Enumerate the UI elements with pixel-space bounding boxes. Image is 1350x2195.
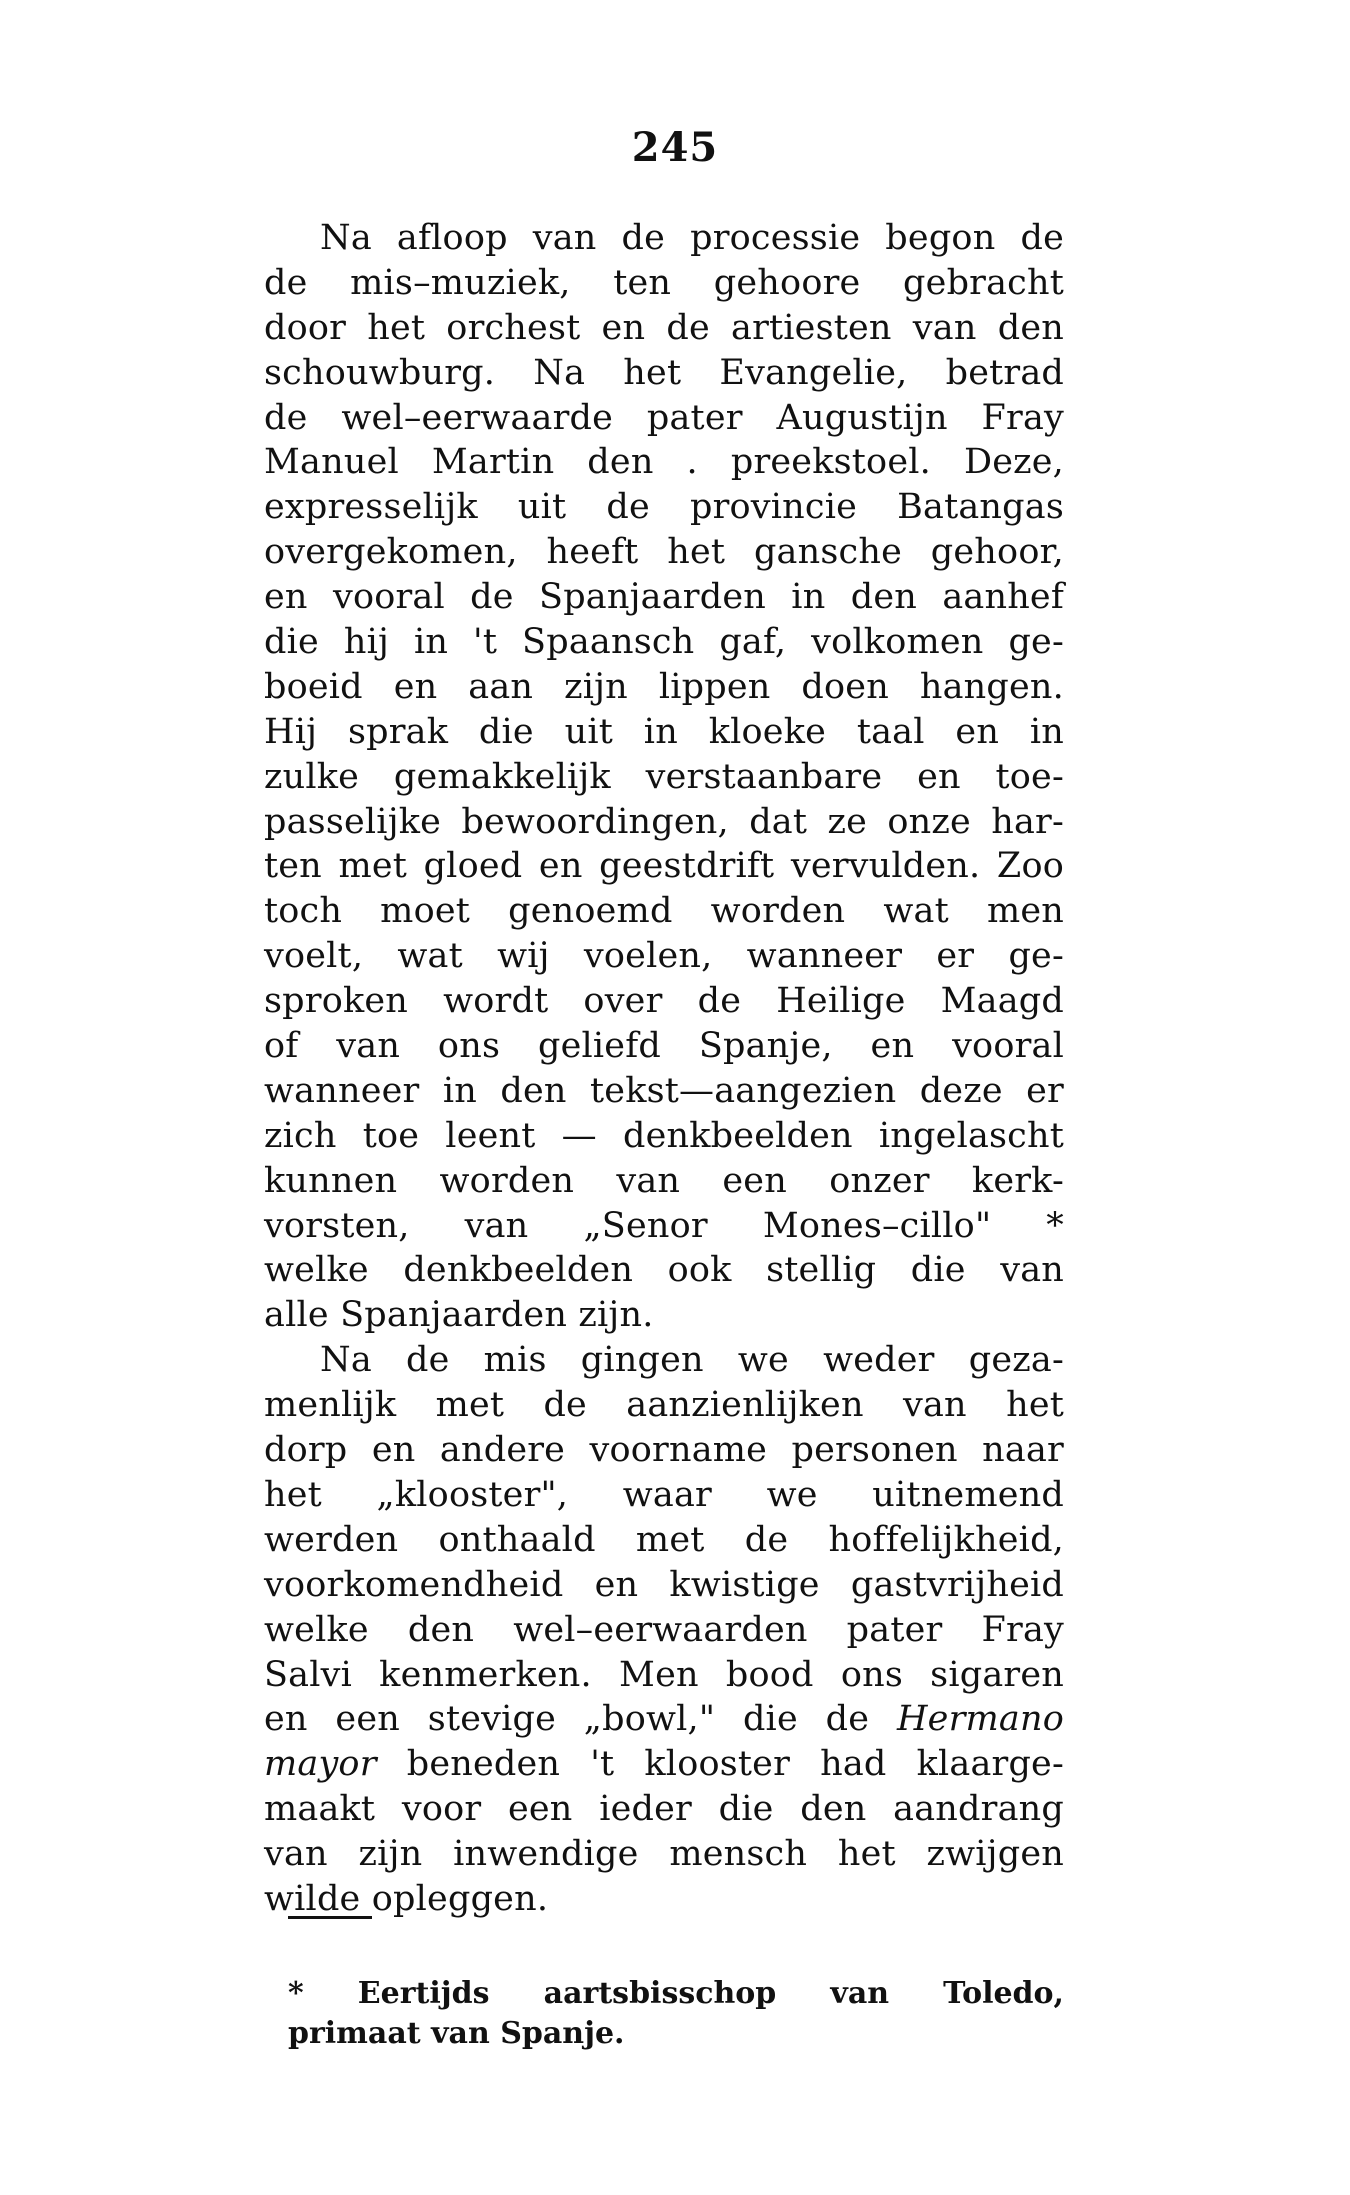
text-line: sproken wordt over de Heilige Maagd — [264, 981, 1064, 1022]
text-line: door het orchest en de artiesten van den — [264, 307, 1064, 348]
text-line: menlijk met de aanzienlijken van het — [264, 1385, 1064, 1426]
footnote-line: primaat van Spanje. — [288, 2016, 625, 2051]
text-line: wilde opleggen. — [264, 1878, 549, 1919]
text-line: boeid en aan zijn lippen doen hangen. — [264, 666, 1064, 707]
text-line: dorp en andere voorname personen naar — [264, 1430, 1064, 1471]
text-line: Hij sprak die uit in kloeke taal en in — [264, 711, 1064, 752]
text-line: zulke gemakkelijk verstaanbare en toe- — [264, 756, 1064, 797]
text-line: welke den wel–eerwaarden pater Fray — [264, 1609, 1064, 1650]
body-text — [264, 216, 1064, 1922]
text-line: wanneer in den tekst—aangezien deze er — [264, 1070, 1064, 1111]
footnote — [288, 1974, 1064, 2054]
footnote-separator — [288, 1916, 372, 1919]
text-line: maakt voor een ieder die den aandrang — [264, 1789, 1064, 1830]
italic-term: mayor — [264, 1744, 377, 1785]
text-line: schouwburg. Na het Evangelie, betrad — [264, 352, 1064, 393]
text-line — [264, 1697, 1064, 1742]
text-line: en vooral de Spanjaarden in den aanhef — [264, 577, 1064, 618]
text-line: Salvi kenmerken. Men bood ons sigaren — [264, 1654, 1064, 1695]
text-line: voelt, wat wij voelen, wanneer er ge- — [264, 936, 1064, 977]
text-line: overgekomen, heeft het gansche gehoor, — [264, 532, 1064, 573]
italic-term: Hermano — [896, 1699, 1064, 1740]
text-line: die hij in 't Spaansch gaf, volkomen ge- — [264, 622, 1064, 663]
footnote-line: * Eertijds aartsbisschop van Toledo, — [288, 1976, 1064, 2011]
text-line: of van ons geliefd Spanje, en vooral — [264, 1026, 1064, 1067]
text-line: kunnen worden van een onzer kerk- — [264, 1160, 1064, 1201]
text-line: de mis–muziek, ten gehoore gebracht — [264, 262, 1064, 303]
text-line: Manuel Martin den . preekstoel. Deze, — [264, 442, 1064, 483]
text-line: welke denkbeelden ook stellig die van — [264, 1250, 1064, 1291]
text-line: toch moet genoemd worden wat men — [264, 891, 1064, 932]
text-line: werden onthaald met de hoffelijkheid, — [264, 1519, 1064, 1560]
text-line: expresselijk uit de provincie Batangas — [264, 487, 1064, 528]
text-line: vorsten, van „Senor Mones–cillo" * — [264, 1205, 1064, 1246]
text-line: alle Spanjaarden zijn. — [264, 1295, 654, 1336]
text-line: passelijke bewoordingen, dat ze onze har- — [264, 801, 1064, 842]
text-line: van zijn inwendige mensch het zwijgen — [264, 1834, 1064, 1875]
page-number: 245 — [631, 124, 719, 171]
text-fragment: beneden 't klooster had klaarge- — [376, 1744, 1064, 1785]
text-line: Na de mis gingen we weder geza- — [320, 1340, 1064, 1381]
text-fragment: en een stevige „bowl," die de — [264, 1699, 897, 1740]
text-line: het „klooster", waar we uitnemend — [264, 1474, 1064, 1515]
text-line — [264, 1742, 1064, 1787]
text-line: voorkomendheid en kwistige gastvrijheid — [264, 1564, 1064, 1605]
text-line: ten met gloed en geestdrift vervulden. Zoo — [264, 846, 1064, 887]
text-line: de wel–eerwaarde pater Augustijn Fray — [264, 397, 1064, 438]
text-line: Na afloop van de processie begon de — [320, 218, 1064, 258]
text-line: zich toe leent — denkbeelden ingelascht — [264, 1115, 1064, 1156]
